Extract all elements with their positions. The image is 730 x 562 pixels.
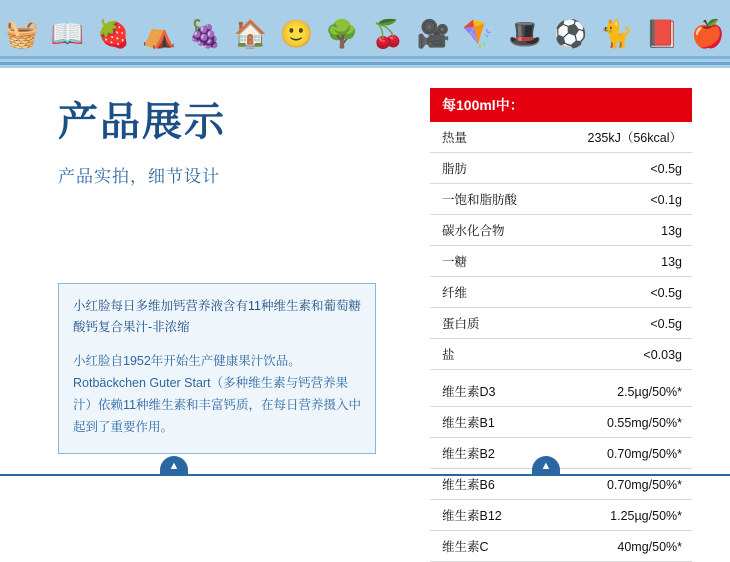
nutrient-label: 维生素B1 [442,416,495,430]
scroll-up-button-left[interactable]: ▲ [160,456,188,474]
banner-stripe-lower [0,62,730,65]
table-row [430,215,692,246]
soccer-ball-icon: ⚽ [553,18,588,49]
open-book-icon: 📖 [50,18,85,49]
nutrient-label: 一糖 [442,255,468,269]
table-row [430,376,692,407]
page-title: 产品展示 [58,100,226,144]
scroll-up-button-right[interactable]: ▲ [532,456,560,474]
house-icon: 🏠 [233,18,268,49]
table-row [430,277,692,308]
nutrient-label: 维生素B2 [442,447,495,461]
table-row [430,184,692,215]
table-row [430,339,692,370]
hat-icon: 🎩 [508,18,542,49]
nutrient-value: 0.70mg/50%* [606,478,682,492]
nutrient-label: 维生素D3 [442,385,496,399]
table-row [430,246,692,277]
table-row [430,407,692,438]
table-row [430,438,692,469]
nutrient-label: 维生素B6 [442,478,495,492]
nutrient-value: 40mg/50%* [617,540,682,554]
kite-icon: 🪁 [462,18,496,49]
cherries-icon: 🍒 [370,18,405,49]
picnic-basket-icon: 🧺 [5,18,39,49]
nutrient-label: 热量 [442,131,468,145]
nutrient-value: 235kJ（56kcal） [587,131,682,145]
nutrient-label: 维生素B12 [442,509,502,523]
nutrient-value: 2.5µg/50%* [617,385,682,399]
cat-icon: 🐈 [599,18,634,49]
decorative-banner [0,0,730,68]
nutrient-value: 13g [661,255,682,269]
product-description-headline: 小红脸每日多维加钙营养液含有11种维生素和葡萄糖酸钙复合果汁-非浓缩 [73,299,361,334]
book-icon: 📕 [645,18,679,49]
page-subtitle: 产品实拍，细节设计 [58,167,220,186]
nutrient-label: 维生素C [442,540,489,554]
nutrient-label: 蛋白质 [442,317,480,331]
nutrient-value: <0.03g [643,348,682,362]
camera-icon: 🎥 [416,18,451,49]
left-column [58,100,388,187]
nutrient-value: <0.5g [650,317,682,331]
apple-icon: 🍎 [690,18,725,49]
hammock-icon: ⛺ [142,18,176,49]
nutrient-value: <0.1g [650,193,682,207]
nutrition-table [430,88,692,562]
nutrient-value: 0.70mg/50%* [606,447,682,461]
tree-icon: 🌳 [325,18,359,49]
table-row [430,308,692,339]
grapes-icon: 🍇 [188,18,222,49]
nutrient-value: 13g [661,224,682,238]
nutrient-label: 纤维 [442,286,468,300]
table-row [430,122,692,153]
banner-stripe-upper [0,56,730,59]
nutrient-label: 一饱和脂肪酸 [442,193,518,207]
nutrient-label: 脂肪 [442,162,468,176]
nutrition-table-header: 每100ml中： [430,88,692,122]
product-description-box [58,283,376,454]
nutrient-value: 0.55mg/50%* [606,416,682,430]
nutrient-value: 1.25µg/50%* [610,509,682,523]
product-description-body: 小红脸自1952年开始生产健康果汁饮品。Rotbäckchen Guter Start（多种维生素与钙营养果汁）依赖11种维生素和丰富钙质，在每日营养摄入中起到了重要作用。 [73,354,361,434]
table-row [430,531,692,562]
table-row [430,153,692,184]
nutrient-value: <0.5g [650,286,682,300]
nutrient-value: <0.5g [650,162,682,176]
child-face-icon: 🙂 [279,18,314,49]
table-row [430,500,692,531]
nutrient-label: 盐 [442,348,455,362]
strawberry-icon: 🍓 [96,18,131,49]
nutrient-label: 碳水化合物 [442,224,505,238]
